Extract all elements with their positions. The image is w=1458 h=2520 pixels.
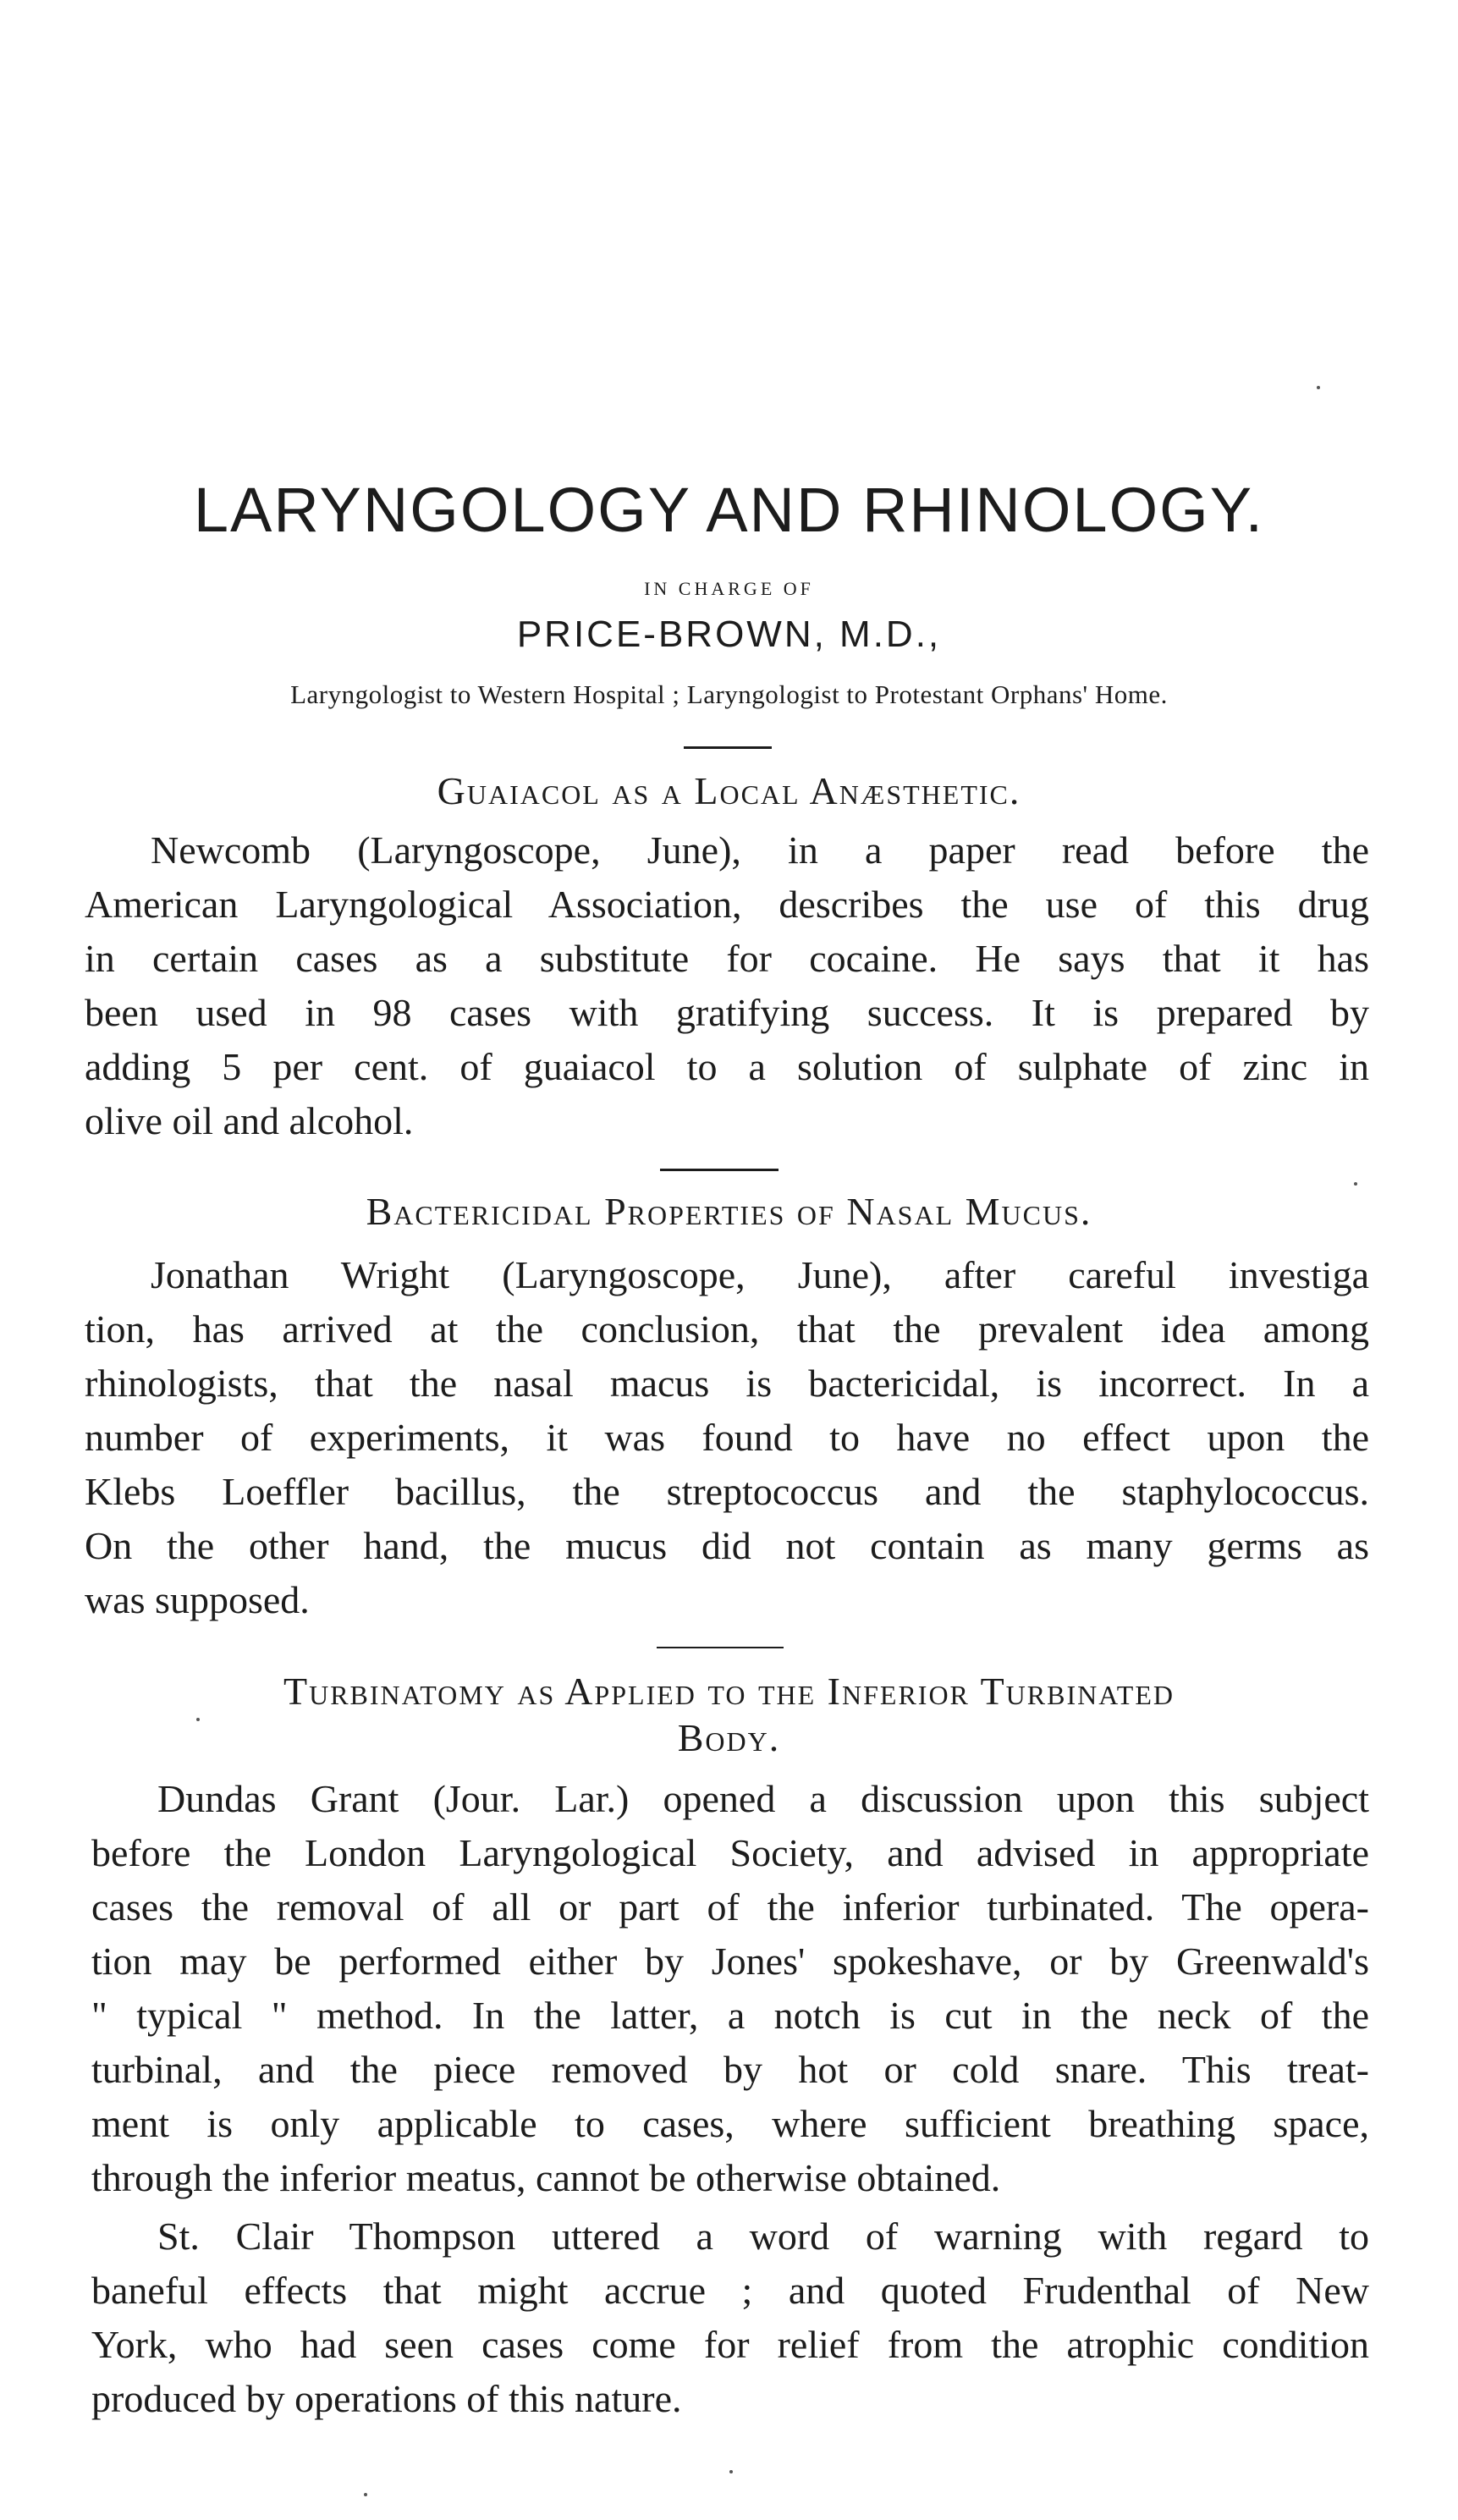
article-heading: Bactericidal Properties of Nasal Mucus. [366, 1190, 1092, 1233]
article-heading: Guaiacol as a Local Anæsthetic. [437, 769, 1021, 812]
divider-rule [660, 1169, 779, 1171]
text-line: Newcomb (Laryngoscope, June), in a paper read before the [151, 828, 1369, 872]
text-line: tion may be performed either by Jones' spokeshave, or by Greenwald's [91, 1940, 1369, 1983]
text-line: cases the removal of all or part of the inferior turbinated. The opera- [91, 1885, 1369, 1929]
text-line: was supposed. [85, 1578, 310, 1621]
editor-role: Laryngologist to Western Hospital ; Laryngologist to Protestant Orphans' Home. [290, 680, 1168, 709]
text-line: On the other hand, the mucus did not contain as many germs as [85, 1524, 1369, 1567]
text-line: number of experiments, it was found to have no effect upon the [85, 1416, 1369, 1459]
text-line: York, who had seen cases come for relief from the atrophic condition [91, 2323, 1369, 2366]
article-heading-continued: Body. [677, 1716, 781, 1759]
article-paragraph [85, 823, 1369, 1148]
text-line: before the London Laryngological Society, and advised in appropriate [91, 1831, 1369, 1874]
text-line: olive oil and alcohol. [85, 1099, 414, 1142]
text-line: turbinal, and the piece removed by hot or cold snare. This treat- [91, 2048, 1369, 2091]
print-speck [196, 1718, 200, 1721]
print-speck [1317, 386, 1320, 389]
text-line: Klebs Loeffler bacillus, the streptococcus and the staphylococcus. [85, 1470, 1369, 1513]
text-line: Jonathan Wright (Laryngoscope, June), after careful investiga [151, 1253, 1369, 1296]
text-line: in certain cases as a substitute for cocaine. He says that it has [85, 937, 1369, 980]
article-paragraph [91, 1772, 1369, 2205]
section-title: LARYNGOLOGY AND RHINOLOGY. [193, 475, 1265, 545]
in-charge-label: IN CHARGE OF [644, 578, 814, 599]
text-line: Dundas Grant (Jour. Lar.) opened a discussion upon this subject [157, 1777, 1369, 1820]
text-line: baneful effects that might accrue ; and quoted Frudenthal of New [91, 2269, 1369, 2312]
text-line: American Laryngological Association, describes the use of this drug [85, 883, 1369, 926]
editor-name: PRICE-BROWN, M.D., [516, 613, 942, 655]
print-speck [729, 2470, 733, 2473]
text-line: " typical " method. In the latter, a notch is cut in the neck of the [91, 1994, 1369, 2037]
text-line: produced by operations of this nature. [91, 2377, 682, 2420]
article-heading: Turbinatomy as Applied to the Inferior Turbinated [283, 1670, 1175, 1713]
article-paragraph [91, 2209, 1369, 2426]
divider-rule [684, 746, 772, 749]
article-paragraph [85, 1248, 1369, 1627]
print-speck [364, 2493, 367, 2496]
text-line: adding 5 per cent. of guaiacol to a solution of sulphate of zinc in [85, 1045, 1369, 1088]
divider-rule [657, 1647, 784, 1648]
text-line: through the inferior meatus, cannot be otherwise obtained. [91, 2156, 1001, 2199]
text-line: ment is only applicable to cases, where sufficient breathing space, [91, 2102, 1369, 2145]
text-line: rhinologists, that the nasal macus is bactericidal, is incorrect. In a [85, 1362, 1369, 1405]
text-line: been used in 98 cases with gratifying success. It is prepared by [85, 991, 1369, 1034]
text-line: tion, has arrived at the conclusion, that the prevalent idea among [85, 1307, 1369, 1351]
print-speck [1354, 1182, 1357, 1186]
text-line: St. Clair Thompson uttered a word of warning with regard to [157, 2215, 1369, 2258]
